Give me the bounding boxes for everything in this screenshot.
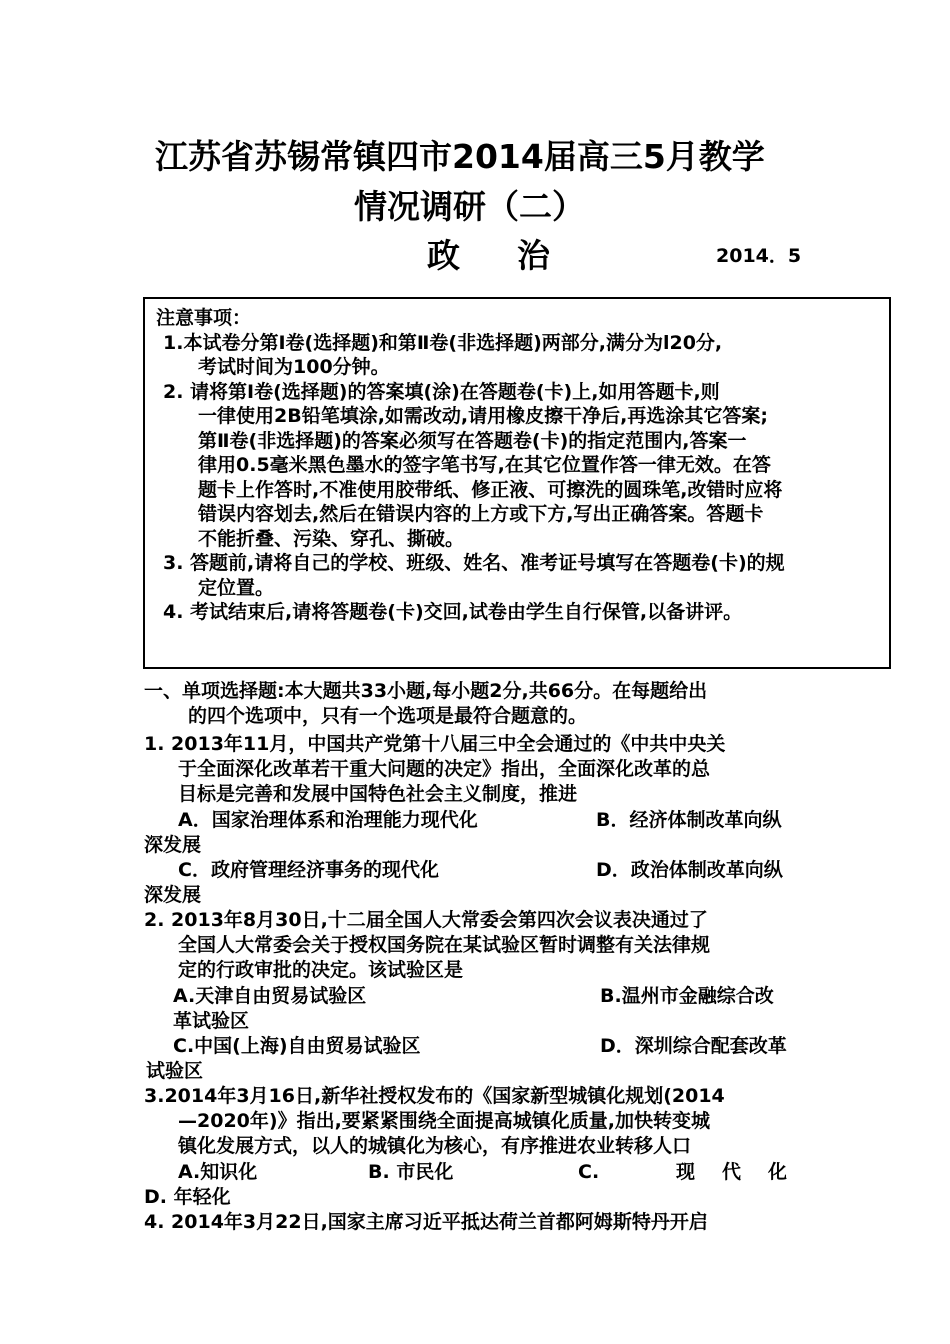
notice-line: 考试时间为100分钟。 bbox=[198, 356, 390, 378]
q1-option-d: D．政治体制改革向纵 bbox=[596, 859, 783, 881]
q3-option-c: C. bbox=[578, 1161, 600, 1183]
q1-option-a: A．国家治理体系和治理能力现代化 bbox=[178, 809, 478, 831]
question-3-text: —2020年)》指出,要紧紧围绕全面提高城镇化质量,加快转变城 bbox=[178, 1110, 711, 1132]
exam-date: 2014．5 bbox=[716, 245, 802, 267]
question-1-text: 于全面深化改革若干重大问题的决定》指出，全面深化改革的总 bbox=[178, 758, 711, 780]
question-1-text: 1. 2013年11月，中国共产党第十八届三中全会通过的《中共中央关 bbox=[144, 733, 726, 755]
question-1-text: 目标是完善和发展中国特色社会主义制度，推进 bbox=[178, 783, 578, 805]
question-2-text: 2. 2013年8月30日,十二届全国人大常委会第四次会议表决通过了 bbox=[144, 909, 708, 931]
notice-line: 不能折叠、污染、穿孔、撕破。 bbox=[198, 528, 465, 550]
notice-line: 一律使用2B铅笔填涂,如需改动,请用橡皮擦干净后,再选涂其它答案; bbox=[198, 405, 768, 427]
q2-option-b-wrap: 革试验区 bbox=[173, 1010, 250, 1032]
question-4-text: 4. 2014年3月22日,国家主席习近平抵达荷兰首都阿姆斯特丹开启 bbox=[144, 1211, 708, 1233]
subject-title: 政 治 bbox=[427, 236, 562, 275]
notice-line: 2. 请将第Ⅰ卷(选择题)的答案填(涂)在答题卷(卡)上,如用答题卡,则 bbox=[163, 381, 720, 403]
exam-title-line1: 江苏省苏锡常镇四市2014届高三5月教学 bbox=[155, 137, 765, 176]
notice-line: 第Ⅱ卷(非选择题)的答案必须写在答题卷(卡)的指定范围内,答案一 bbox=[198, 430, 747, 452]
q1-option-b: B．经济体制改革向纵 bbox=[596, 809, 782, 831]
question-3-text: 镇化发展方式，以人的城镇化为核心，有序推进农业转移人口 bbox=[178, 1135, 692, 1157]
notice-line: 律用0.5毫米黑色墨水的签字笔书写,在其它位置作答一律无效。在答 bbox=[198, 454, 771, 476]
q2-option-a: A.天津自由贸易试验区 bbox=[173, 985, 367, 1007]
q1-option-b-wrap: 深发展 bbox=[144, 834, 202, 856]
q2-option-b: B.温州市金融综合改 bbox=[600, 985, 774, 1007]
q3-option-a: A.知识化 bbox=[178, 1161, 258, 1183]
q1-option-d-wrap: 深发展 bbox=[144, 884, 202, 906]
exam-title-line2: 情况调研（二） bbox=[354, 187, 585, 226]
q3-option-b: B. 市民化 bbox=[368, 1161, 454, 1183]
section-heading-cont: 的四个选项中，只有一个选项是最符合题意的。 bbox=[188, 705, 588, 727]
question-2-text: 定的行政审批的决定。该试验区是 bbox=[178, 959, 464, 981]
q2-option-d-wrap: 试验区 bbox=[146, 1060, 204, 1082]
question-2-text: 全国人大常委会关于授权国务院在某试验区暂时调整有关法律规 bbox=[178, 934, 711, 956]
notice-heading: 注意事项： bbox=[156, 307, 252, 329]
q3-option-d: D. 年轻化 bbox=[144, 1186, 231, 1208]
notice-line: 题卡上作答时,不准使用胶带纸、修正液、可擦洗的圆珠笔,改错时应将 bbox=[198, 479, 783, 501]
notice-line: 3. 答题前,请将自己的学校、班级、姓名、准考证号填写在答题卷(卡)的规 bbox=[163, 552, 785, 574]
section-heading: 一、单项选择题:本大题共33小题,每小题2分,共66分。在每题给出 bbox=[144, 680, 708, 702]
q2-option-d: D．深圳综合配套改革 bbox=[600, 1035, 787, 1057]
q1-option-c: C．政府管理经济事务的现代化 bbox=[178, 859, 439, 881]
q2-option-c: C.中国(上海)自由贸易试验区 bbox=[173, 1035, 421, 1057]
notice-line: 定位置。 bbox=[198, 577, 275, 599]
notice-line: 错误内容划去,然后在错误内容的上方或下方,写出正确答案。答题卡 bbox=[198, 503, 764, 525]
q3-option-c-text: 现 代 化 bbox=[676, 1161, 792, 1183]
notice-line: 4. 考试结束后,请将答题卷(卡)交回,试卷由学生自行保管,以备讲评。 bbox=[163, 601, 743, 623]
notice-line: 1.本试卷分第Ⅰ卷(选择题)和第Ⅱ卷(非选择题)两部分,满分为l20分, bbox=[163, 332, 723, 354]
question-3-text: 3.2014年3月16日,新华社授权发布的《国家新型城镇化规划(2014 bbox=[144, 1085, 725, 1107]
